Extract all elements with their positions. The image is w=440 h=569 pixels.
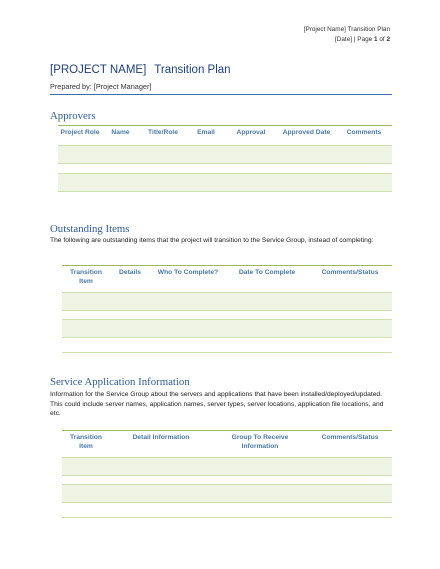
title-divider <box>50 94 392 95</box>
column-header: Transition Item <box>62 266 110 287</box>
table-row <box>62 338 392 353</box>
column-header: Date To Complete <box>226 266 308 287</box>
title-project-name: [PROJECT NAME] <box>50 64 147 76</box>
header-page-num: 1 <box>373 35 378 43</box>
table-header-row <box>58 126 392 138</box>
column-header: Comments/Status <box>308 431 392 452</box>
table-row <box>58 163 392 173</box>
column-header: Group To Receive Information <box>212 431 308 452</box>
table-header-row <box>62 266 392 287</box>
table-row <box>58 137 392 145</box>
column-header: Who To Complete? <box>150 266 226 287</box>
prepared-by: Prepared by: [Project Manager] <box>50 82 152 91</box>
header-project-line: [Project Name] Transition Plan <box>303 26 390 33</box>
service-intro: Information for the Service Group about the servers and applications that have been installed/deployed/updated. This could include server names, application names, server types, server locations, application file locations, and etc. <box>50 391 384 417</box>
column-header: Detail Information <box>110 431 212 452</box>
table-row <box>62 476 392 485</box>
table-row[interactable] <box>58 173 392 191</box>
table-header-row <box>62 431 392 452</box>
column-header: Comments/Status <box>308 266 392 287</box>
page-header <box>304 25 390 44</box>
service-table <box>62 430 392 518</box>
header-date-page: [Date] | Page 1 of 2 <box>334 35 390 43</box>
service-heading: Service Application Information <box>50 376 190 388</box>
column-header: Title/Role <box>139 126 187 138</box>
header-date: [Date] <box>334 35 353 43</box>
column-header: Comments <box>336 126 392 138</box>
column-header: Email <box>187 126 225 138</box>
outstanding-table <box>62 265 392 353</box>
table-row[interactable] <box>62 458 392 476</box>
column-header: Details <box>110 266 150 287</box>
column-header: Transition Item <box>62 431 110 452</box>
approvers-table <box>58 125 392 192</box>
header-of-word: of <box>379 35 385 43</box>
column-header: Project Role <box>58 126 102 138</box>
column-header: Approval <box>225 126 277 138</box>
table-row <box>62 311 392 320</box>
table-row[interactable] <box>58 145 392 163</box>
column-header: Approved Date <box>277 126 336 138</box>
outstanding-heading: Outstanding Items <box>50 223 130 235</box>
table-row[interactable] <box>62 485 392 503</box>
title-plan: Transition Plan <box>154 64 231 76</box>
header-page-total: 2 <box>386 35 390 43</box>
table-row <box>62 503 392 518</box>
approvers-heading: Approvers <box>50 110 96 122</box>
outstanding-intro: The following are outstanding items that the project will transition to the Service Group, instead of completing: <box>50 237 374 244</box>
table-row[interactable] <box>62 320 392 338</box>
document-title <box>50 64 231 76</box>
column-header: Name <box>102 126 139 138</box>
table-row[interactable] <box>62 293 392 311</box>
header-page-word: Page <box>357 35 373 43</box>
